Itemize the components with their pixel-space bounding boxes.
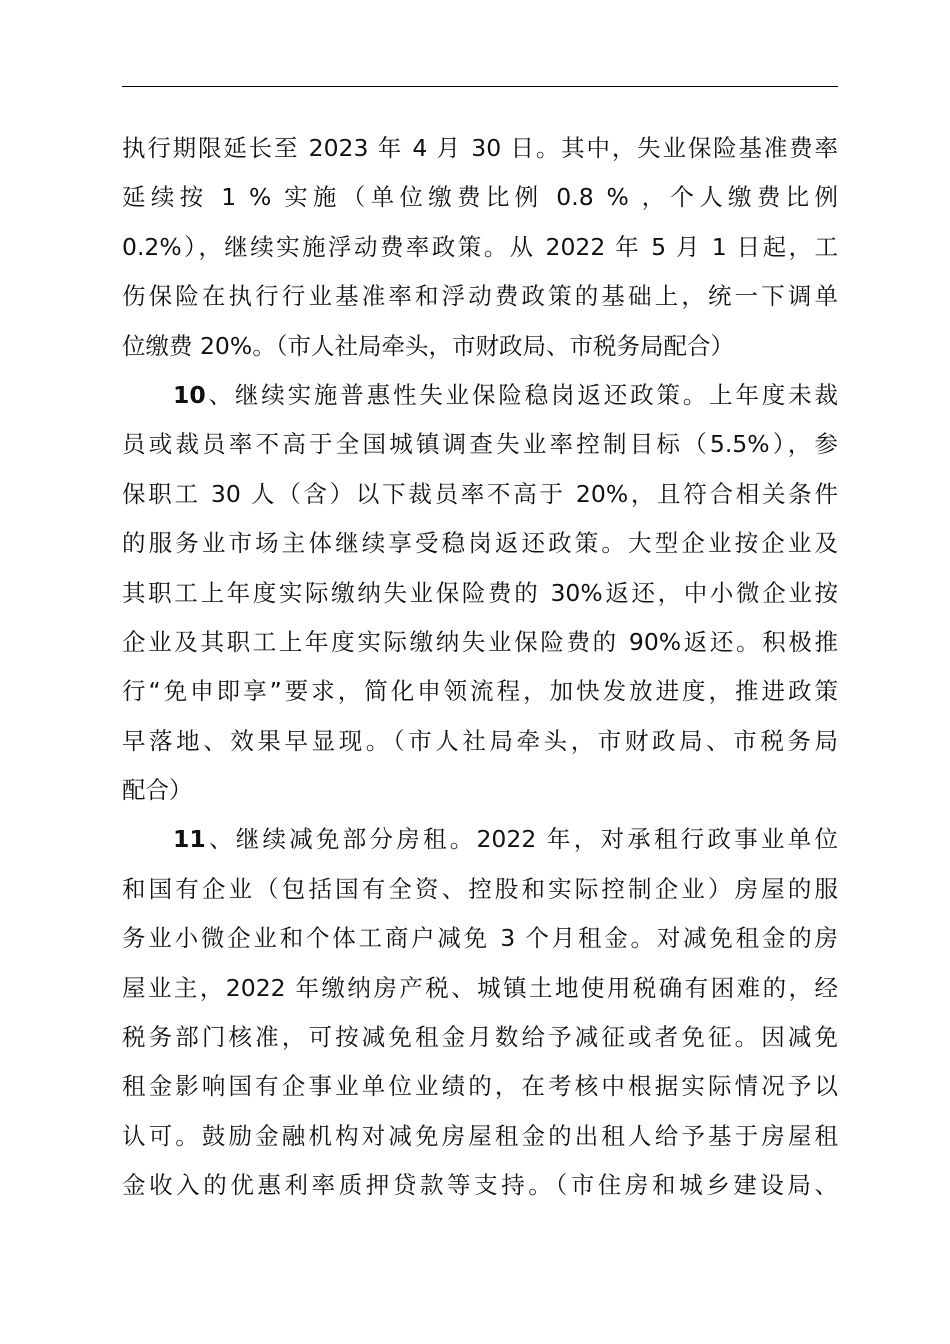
text-line: 税务部门核准，可按减免租金月数给予减征或者免征。因减免 — [122, 1023, 838, 1052]
text-line: 企业及其职工上年度实际缴纳失业保险费的 90%返还。积极推 — [122, 627, 838, 656]
item-title-text: 、继续实施普惠性失业保险稳岗返还政策。上年度未裁 — [205, 380, 838, 409]
text-line: 租金影响国有企事业单位业绩的，在考核中根据实际情况予以 — [122, 1072, 838, 1101]
document-body — [122, 124, 838, 1211]
text-line: 伤保险在执行行业基准率和浮动费政策的基础上，统一下调单 — [122, 282, 838, 311]
header-rule — [122, 86, 838, 87]
text-line: 早落地、效果早显现。（市人社局牵头，市财政局、市税务局 — [122, 726, 838, 755]
paragraph-first-line — [122, 815, 838, 864]
text-line: 0.2%），继续实施浮动费率政策。从 2022 年 5 月 1 日起，工 — [122, 232, 838, 261]
paragraph-continuation — [122, 124, 838, 371]
text-line: 保职工 30 人（含）以下裁员率不高于 20%，且符合相关条件 — [122, 479, 838, 508]
paragraph-item-11 — [122, 815, 838, 1210]
item-number: 11 — [173, 825, 206, 854]
text-line: 行“免申即享”要求，简化申领流程，加快发放进度，推进政策 — [122, 677, 838, 706]
text-line: 金收入的优惠利率质押贷款等支持。（市住房和城乡建设局、 — [122, 1171, 838, 1200]
item-number: 10 — [173, 380, 206, 409]
text-line: 执行期限延长至 2023 年 4 月 30 日。其中，失业保险基准费率 — [122, 134, 838, 162]
text-line: 配合） — [122, 776, 193, 805]
text-line: 务业小微企业和个体工商户减免 3 个月租金。对减免租金的房 — [122, 924, 838, 953]
text-line: 的服务业市场主体继续享受稳岗返还政策。大型企业按企业及 — [122, 529, 838, 558]
text-line: 和国有企业（包括国有全资、控股和实际控制企业）房屋的服 — [122, 874, 838, 903]
paragraph-first-line — [122, 371, 838, 420]
text-line: 延续按 1 % 实施（单位缴费比例 0.8 % ，个人缴费比例 — [122, 183, 838, 212]
text-line: 其职工上年度实际缴纳失业保险费的 30%返还，中小微企业按 — [122, 578, 838, 607]
text-line: 屋业主，2022 年缴纳房产税、城镇土地使用税确有困难的，经 — [122, 973, 838, 1002]
item-title-text: 、继续减免部分房租。2022 年，对承租行政事业单位 — [205, 825, 838, 854]
text-line: 认可。鼓励金融机构对减免房屋租金的出租人给予基于房屋租 — [122, 1121, 838, 1150]
paragraph-item-10 — [122, 371, 838, 816]
text-line: 位缴费 20%。（市人社局牵头，市财政局、市税务局配合） — [122, 331, 734, 360]
text-line: 员或裁员率不高于全国城镇调查失业率控制目标（5.5%），参 — [122, 430, 838, 459]
